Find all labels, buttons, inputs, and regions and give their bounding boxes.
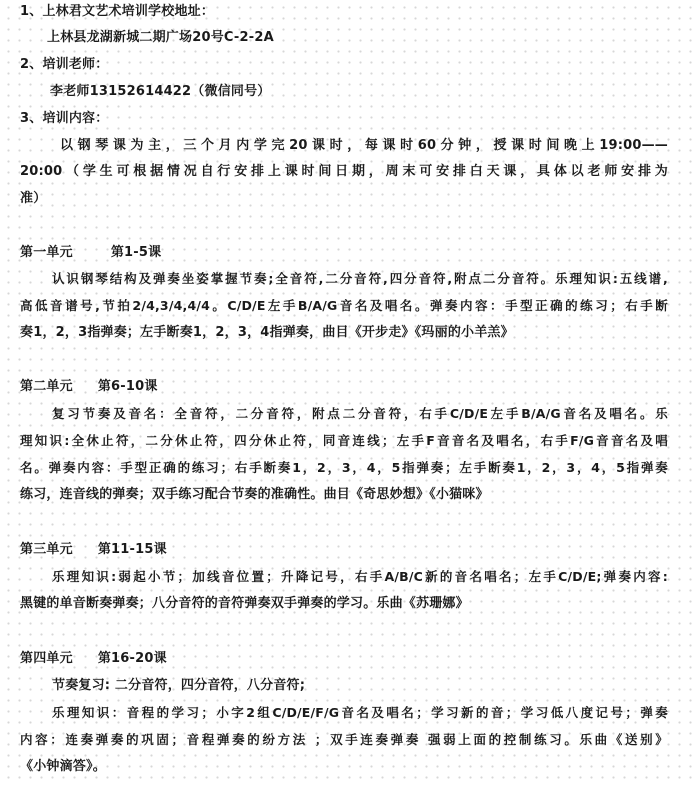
unit-1-heading	[20, 244, 161, 262]
unit-4-heading	[20, 650, 167, 668]
unit-2-heading	[20, 378, 158, 396]
unit-4-title: 第四单元	[20, 651, 73, 666]
unit-3-lessons: 第11-15课	[97, 542, 167, 557]
unit-4-line-2: 乐理知识：音程的学习；小字2组C/D/E/F/G音名及唱名；学习新的音；学习低八度记号；弹奏	[52, 705, 668, 720]
unit-2-line-1: 复习节奏及音名：全音符，二分音符，附点二分音符，右手C/D/E左手B/A/G音名及唱名。乐	[52, 406, 668, 421]
unit-2-title: 第二单元	[20, 379, 73, 394]
teacher-contact: 李老师13152614422（微信同号）	[50, 84, 271, 99]
unit-2-line-2: 理知识:全休止符，二分休止符，四分休止符，同音连线；左手F音音名及唱名，右手F/G音音名及唱	[20, 433, 668, 448]
unit-2-lessons: 第6-10课	[97, 379, 158, 394]
unit-4-lessons: 第16-20课	[97, 651, 167, 666]
unit-2-line-4: 练习，连音线的弹奏；双手练习配合节奏的准确性。曲目《奇思妙想》《小猫咪》	[20, 487, 489, 502]
unit-1-line-2: 高低音谱号,节拍2/4,3/4,4/4。C/D/E左手B/A/G音名及唱名。弹奏内容：手型正确的练习；右手断	[20, 298, 668, 313]
unit-3-title: 第三单元	[20, 542, 73, 557]
unit-1-title: 第一单元	[20, 245, 73, 260]
school-address: 上林县龙湖新城二期广场20号C-2-2A	[47, 30, 274, 45]
unit-3-line-1: 乐理知识:弱起小节；加线音位置；升降记号，右手A/B/C新的音名唱名；左手C/D/E;弹奏内容:	[52, 569, 668, 584]
intro-line-1: 以钢琴课为主，三个月内学完20课时，每课时60分钟，授课时间晚上19:00——	[60, 138, 668, 153]
intro-line-3: 准）	[20, 191, 47, 206]
address-heading: 1、上林君文艺术培训学校地址：	[20, 4, 215, 19]
unit-3-heading	[20, 541, 167, 559]
intro-line-2: 20:00（学生可根据情况自行安排上课时间日期，周末可安排白天课，具体以老师安排为	[20, 164, 668, 179]
unit-3-line-2: 黑键的单音断奏弹奏；八分音符的音符弹奏双手弹奏的学习。乐曲《苏珊娜》	[20, 596, 469, 611]
unit-4-line-3: 内容：连奏弹奏的巩固；音程弹奏的纷方法 ；双手连奏弹奏 强弱上面的控制练习。乐曲《送别》	[20, 732, 668, 747]
unit-1-line-1: 认识钢琴结构及弹奏坐姿掌握节奏;全音符,二分音符,四分音符,附点二分音符。乐理知识:五线谱,	[52, 271, 668, 286]
teacher-heading: 2、培训老师：	[20, 57, 109, 72]
unit-1-line-3: 奏1，2，3指弹奏；左手断奏1，2，3，4指弹奏，曲目《开步走》《玛丽的小羊羔》	[20, 325, 514, 340]
unit-4-line-4: 《小钟滴答》。	[20, 759, 106, 774]
unit-4-line-1: 节奏复习: 二分音符，四分音符，八分音符;	[52, 678, 306, 693]
unit-2-line-3: 名。弹奏内容：手型正确的练习；右手断奏1，2，3，4，5指弹奏；左手断奏1，2，3，4，5指弹奏	[20, 460, 668, 475]
unit-1-lessons: 第1-5课	[110, 245, 162, 260]
content-heading: 3、培训内容：	[20, 111, 109, 126]
